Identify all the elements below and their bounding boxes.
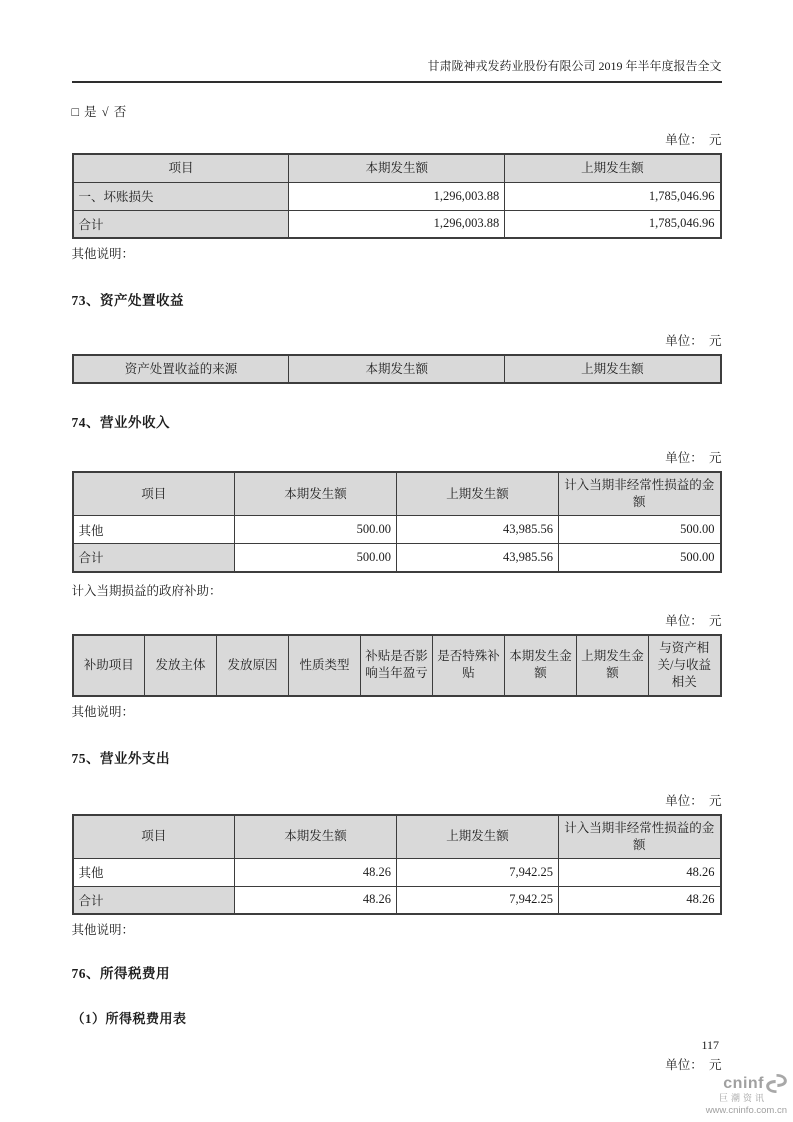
report-header-title: 甘肃陇神戎发药业股份有限公司 2019 年半年度报告全文 [72,0,722,83]
yes-no-selector: □ 是 √ 否 [71,105,128,119]
table-cell: 500.00 [235,544,397,572]
table-cell: 7,942.25 [397,886,559,914]
other-notes-label: 其他说明： [71,923,135,937]
table-header-row [73,635,721,696]
section-76-title: 76、所得税费用 [71,966,170,981]
table-cell: 其他 [73,858,235,886]
section-74-title: 74、营业外收入 [71,415,170,430]
table-header-cell: 项目 [73,154,289,182]
table-cell: 一、坏账损失 [73,182,289,210]
cninfo-url: www.cninfo.com.cn [705,1104,787,1116]
table-cell: 48.26 [235,858,397,886]
table-header-cell: 上期发生额 [397,472,559,516]
table-header-row [73,815,721,859]
section-75-title: 75、营业外支出 [71,750,170,766]
bad-debt-table [72,153,722,239]
table-row [73,886,721,914]
table-header-cell: 本期发生金额 [505,635,577,696]
table-header-cell: 计入当期非经常性损益的金额 [559,472,721,516]
table-header-cell: 资产处置收益的来源 [73,355,289,383]
table-header-cell: 计入当期非经常性损益的金额 [559,815,721,859]
unit-label: 单位： 元 [665,1058,722,1072]
table-cell: 43,985.56 [397,544,559,572]
gov-subsidy-note: 计入当期损益的政府补助： [71,583,222,598]
cninfo-cn-name: 巨潮资讯 [718,1093,767,1103]
cninfo-wordmark: cninf [723,1074,764,1092]
table-cell: 43,985.56 [397,516,559,544]
table-header-cell: 上期发生额 [505,355,721,383]
table-row [73,210,721,238]
table-header-cell: 上期发生金额 [577,635,649,696]
table-header-cell: 性质类型 [289,635,361,696]
table-header-cell: 本期发生额 [235,815,397,859]
table-cell: 1,296,003.88 [289,210,505,238]
table-cell: 48.26 [559,858,721,886]
table-cell: 500.00 [559,516,721,544]
table-header-cell: 项目 [73,815,235,859]
table-header-cell: 补贴是否影响当年盈亏 [361,635,433,696]
table-cell: 其他 [73,516,235,544]
table-header-cell: 发放原因 [217,635,289,696]
other-notes-label: 其他说明： [71,247,135,261]
unit-label: 单位： 元 [665,793,722,808]
table-cell: 1,785,046.96 [505,210,721,238]
table-header-row [73,154,721,182]
table-row [73,858,721,886]
table-cell: 合计 [73,544,235,572]
table-header-cell: 本期发生额 [289,355,505,383]
table-header-cell: 上期发生额 [505,154,721,182]
table-header-cell: 本期发生额 [289,154,505,182]
table-header-cell: 发放主体 [145,635,217,696]
table-header-cell: 是否特殊补贴 [433,635,505,696]
table-header-cell: 补助项目 [73,635,145,696]
unit-label: 单位： 元 [665,613,722,628]
page-content [72,0,722,1073]
other-notes-label: 其他说明： [71,704,135,719]
table-header-cell: 与资产相关/与收益相关 [649,635,721,696]
table-header-cell: 上期发生额 [397,815,559,859]
page-number: 117 [701,1038,719,1052]
non-operating-expense-table [72,814,722,916]
table-header-row [73,355,721,383]
unit-label: 单位： 元 [665,451,722,465]
table-cell: 1,296,003.88 [289,182,505,210]
table-cell: 48.26 [235,886,397,914]
table-cell: 合计 [73,210,289,238]
table-cell: 1,785,046.96 [505,182,721,210]
table-header-cell: 本期发生额 [235,472,397,516]
unit-label: 单位： 元 [665,133,722,147]
table-cell: 500.00 [559,544,721,572]
table-row [73,516,721,544]
cninfo-logo-row [706,1074,787,1093]
table-header-cell: 项目 [73,472,235,516]
table-cell: 48.26 [559,886,721,914]
unit-label: 单位： 元 [665,334,722,348]
gov-subsidy-table [72,634,722,697]
non-operating-income-table [72,471,722,573]
table-row [73,182,721,210]
table-row [73,544,721,572]
table-cell: 500.00 [235,516,397,544]
section-73-title: 73、资产处置收益 [71,293,184,308]
section-76-subtitle: （1）所得税费用表 [71,1011,187,1026]
table-cell: 合计 [73,886,235,914]
cninfo-swirl-icon [766,1074,787,1093]
asset-disposal-table [72,354,722,384]
table-header-row [73,472,721,516]
cninfo-logo [706,1074,787,1116]
table-cell: 7,942.25 [397,858,559,886]
